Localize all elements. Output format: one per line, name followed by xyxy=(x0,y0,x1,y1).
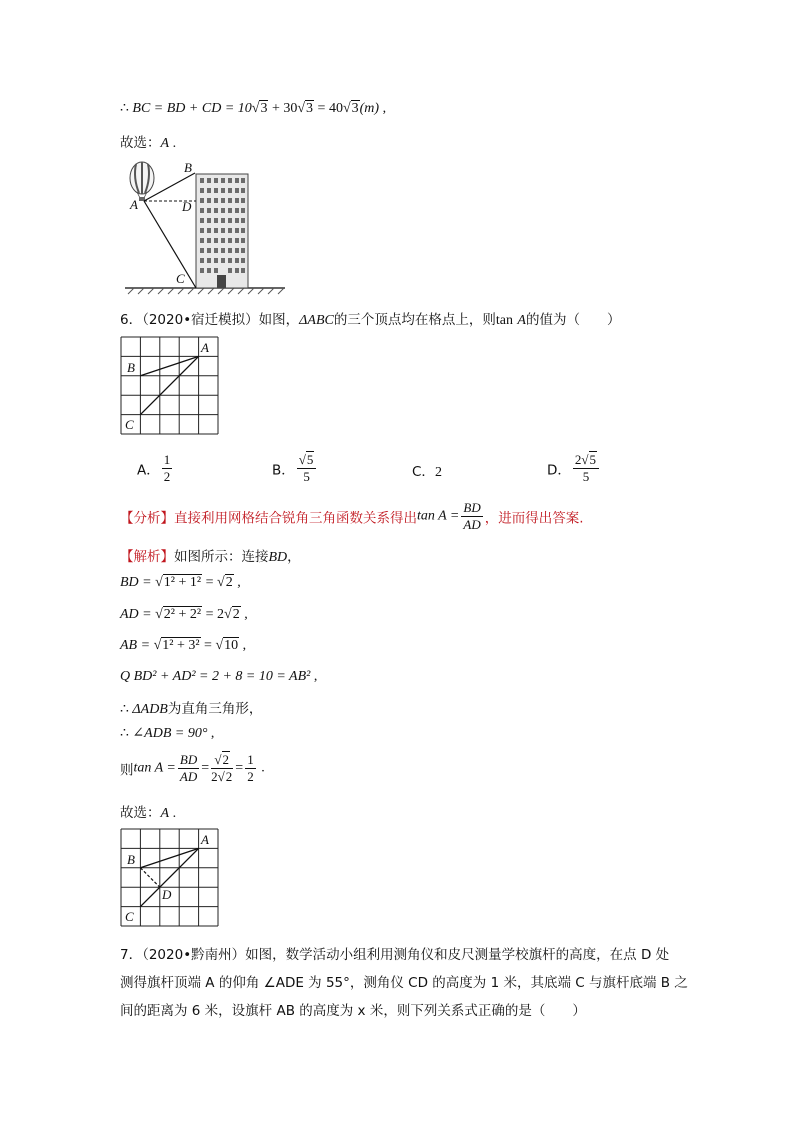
radicand: 3 xyxy=(260,101,268,116)
option-d-denominator: 5 xyxy=(582,469,590,484)
analysis-text-end: ，进而得出答案. xyxy=(484,510,584,527)
solution-line xyxy=(120,545,301,566)
question-6-stem-middle: 的三个顶点均在格点上，则 xyxy=(333,312,496,328)
angle-line xyxy=(120,725,214,742)
analysis-denominator: AD xyxy=(463,517,481,532)
equation-bc-line: ∴ BC = BD + CD = 10√3 + 30√3 = 40√3(m) , xyxy=(120,101,387,116)
tan-a-lhs: tan A = xyxy=(133,760,176,776)
frac3-denominator: 2 xyxy=(247,769,254,784)
eq-lhs: BD = xyxy=(120,575,156,590)
frac2-numerator: 2 xyxy=(222,752,230,767)
radicand: 1² + 3² xyxy=(162,638,200,653)
eq-lhs: AB = xyxy=(120,638,154,653)
grid2-label-c: C xyxy=(125,909,134,924)
pythagoras-text: Q BD² + AD² = 2 + 8 = 10 = AB² xyxy=(120,669,311,684)
tan-prefix: 则 xyxy=(120,762,134,779)
therefore-symbol: ∴ xyxy=(120,726,133,741)
grid-label-b: B xyxy=(127,360,135,375)
option-d-radicand: 5 xyxy=(589,452,597,467)
question-6-stem-start: 6．（2020•宿迁模拟）如图， xyxy=(120,312,300,328)
grid2-label-b: B xyxy=(127,852,135,867)
question-6-stem-end: 的值为（ ） xyxy=(525,312,621,328)
therefore-symbol: ∴ xyxy=(120,101,133,116)
eq-equals: = xyxy=(202,575,217,590)
analysis-tan-a: tan A = xyxy=(417,508,460,524)
option-d[interactable]: D． $\frac{2√5}{5}$ xyxy=(547,452,601,485)
solution-tag: 【解析】 xyxy=(120,549,174,565)
question-7-line-1: 7．（2020•黔南州）如图，数学活动小组利用测角仪和皮尺测量学校旗杆的高度，在点 D 处 xyxy=(120,947,670,963)
equation-ad: AD = √2² + 2² = 2√2 , xyxy=(120,607,248,622)
grid-label-c: C xyxy=(125,417,134,432)
radicand: 3 xyxy=(306,101,314,116)
right-triangle-line xyxy=(120,697,262,718)
angle-a: A xyxy=(517,313,526,328)
radicand: 10 xyxy=(224,638,239,653)
unit: (m) xyxy=(359,101,380,116)
grid-figure-solution xyxy=(118,826,223,930)
option-a[interactable] xyxy=(137,452,174,485)
analysis-tag: 【分析】 xyxy=(120,510,174,527)
analysis-numerator: BD xyxy=(463,500,481,515)
eq-equals: = 2 xyxy=(202,607,224,622)
punct: , xyxy=(379,101,387,116)
option-d-coefficient: 2 xyxy=(574,452,582,467)
equation-ab: AB = √1² + 3² = √10 , xyxy=(120,638,247,653)
segment-bd: BD xyxy=(268,550,288,565)
grid2-label-d: D xyxy=(162,887,172,902)
choose-label: 故选： xyxy=(120,135,161,151)
eq-equals: = 40 xyxy=(314,101,343,116)
angle-text: ∠ADB = 90° xyxy=(132,726,208,741)
punct: , xyxy=(310,669,318,684)
option-c-value: 2 xyxy=(434,465,442,480)
option-b-denominator: 5 xyxy=(303,469,310,484)
hot-air-balloon-icon xyxy=(130,162,154,201)
answer-letter: A xyxy=(160,136,170,151)
question-7-line-3: 间的距离为 6 米，设旗杆 AB 的高度为 x 米，则下列关系式正确的是（ ） xyxy=(120,1003,586,1019)
choose-answer-2 xyxy=(120,801,176,822)
eq-plus: + 30 xyxy=(268,101,298,116)
option-a-denominator: 2 xyxy=(163,469,171,484)
equation-pythagoras xyxy=(120,669,317,685)
equation-bd: BD = √1² + 1² = √2 , xyxy=(120,575,241,590)
analysis-line xyxy=(120,500,584,533)
punct: , xyxy=(207,726,215,741)
frac2-denominator: 2 xyxy=(225,769,233,784)
question-7 xyxy=(120,941,688,1025)
question-6 xyxy=(120,308,620,329)
triangle-adb-symbol: ΔADB xyxy=(132,702,168,717)
figure-label-d: D xyxy=(182,199,192,214)
frac2-den-coef: 2 xyxy=(211,769,218,784)
figure-label-a: A xyxy=(130,197,138,212)
answer-letter: A xyxy=(160,806,170,821)
therefore-symbol: ∴ xyxy=(120,702,133,717)
option-b[interactable]: B． $\frac{√5}{5}$ xyxy=(272,452,318,485)
frac3-numerator: 1 xyxy=(247,752,254,767)
option-b-radicand: 5 xyxy=(306,452,314,467)
right-triangle-text: 为直角三角形 xyxy=(167,701,249,717)
punct: ， xyxy=(248,701,263,717)
punct: . xyxy=(169,136,177,151)
option-c[interactable] xyxy=(412,460,442,481)
grid-figure-question-6 xyxy=(118,334,223,438)
punct: ， xyxy=(287,549,301,565)
frac1-numerator: BD xyxy=(179,752,198,767)
punct: , xyxy=(239,638,247,653)
grid2-label-a: A xyxy=(201,832,209,847)
choose-label: 故选： xyxy=(120,805,161,821)
radicand: 3 xyxy=(351,101,359,116)
question-7-line-2: 测得旗杆顶端 A 的仰角 ∠ADE 为 55°，测角仪 CD 的高度为 1 米，其底端 C 与旗杆底端 B 之 xyxy=(120,975,688,991)
figure-label-b: B xyxy=(184,160,192,175)
eq-bc-lhs: BC = BD + CD = 10 xyxy=(132,101,252,116)
option-c-label: C． xyxy=(412,464,435,480)
radicand: 2² + 2² xyxy=(163,607,202,622)
option-a-numerator: 1 xyxy=(163,452,171,467)
tan-result-line: 则tan A = $\frac{BD}{AD}$ = $\frac{√2}{2√2}$ = $\frac{1}{2}$ . xyxy=(120,752,265,784)
option-d-label: D． xyxy=(547,462,571,479)
grid-label-a: A xyxy=(201,340,209,355)
solution-text: 如图所示：连接 xyxy=(174,549,269,565)
punct: , xyxy=(233,575,241,590)
radicand: 1² + 1² xyxy=(163,575,202,590)
eq-lhs: AD = xyxy=(120,607,156,622)
balloon-building-figure xyxy=(120,158,290,298)
radicand: 2 xyxy=(232,607,240,622)
punct: . xyxy=(169,806,177,821)
eq-equals: = xyxy=(200,638,216,653)
radicand: 2 xyxy=(225,575,233,590)
figure-label-c: C xyxy=(176,271,185,286)
option-b-label: B． xyxy=(272,462,295,479)
option-a-label: A． xyxy=(137,462,160,479)
triangle-abc-symbol: ΔABC xyxy=(299,313,334,328)
punct: , xyxy=(240,607,248,622)
tan-function: tan xyxy=(495,313,513,328)
analysis-text-start: 直接利用网格结合锐角三角函数关系得出 xyxy=(174,510,417,527)
frac1-denominator: AD xyxy=(179,769,198,784)
punct: . xyxy=(257,760,265,776)
choose-answer-1 xyxy=(120,131,176,152)
